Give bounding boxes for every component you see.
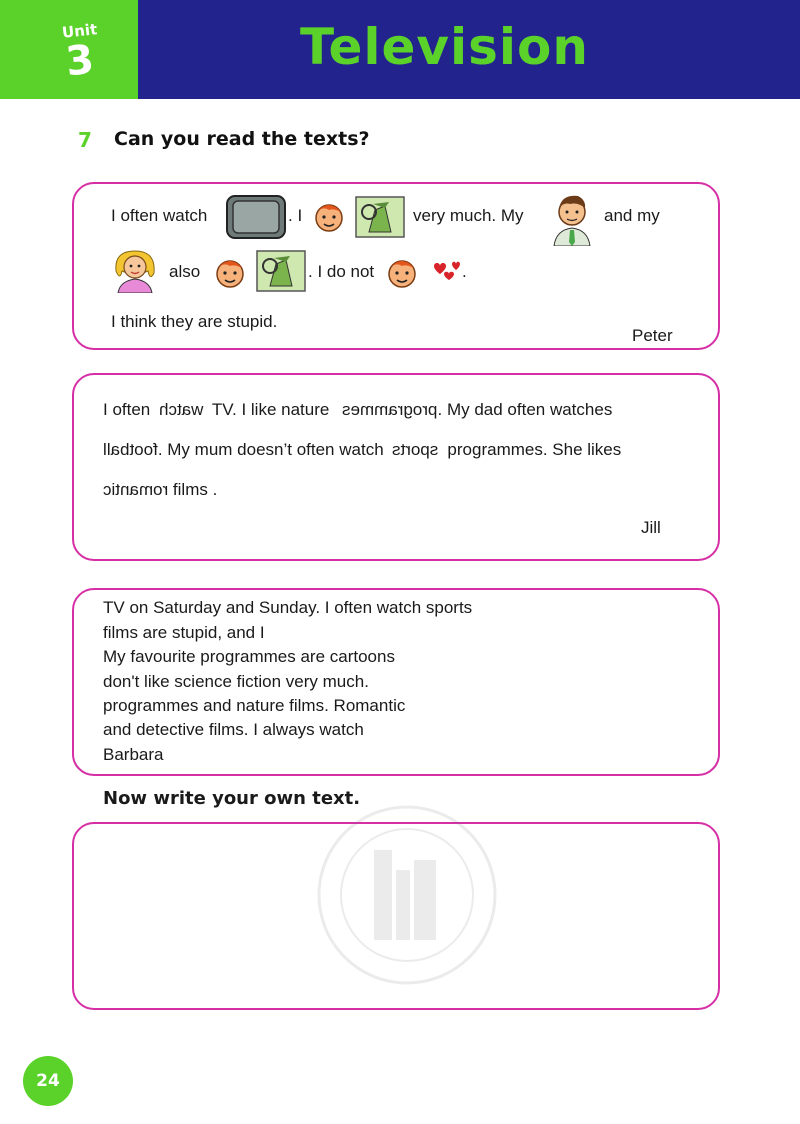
- peter-text: very much. My: [413, 206, 524, 225]
- peter-text: . I do not: [308, 262, 375, 281]
- jill-text: programmes. She likes: [447, 440, 622, 459]
- detective-film-icon: [256, 250, 306, 292]
- tv-icon: [226, 195, 286, 239]
- peter-text: and my: [604, 206, 660, 225]
- unit-box: [0, 0, 138, 99]
- detective-film-icon: [355, 196, 405, 238]
- peter-text: .: [462, 262, 467, 281]
- dad-icon: [548, 190, 596, 246]
- barbara-line: don't like science fiction very much.: [103, 672, 369, 691]
- hearts-icon: [428, 258, 464, 284]
- jill-mirrored-word: romantic: [103, 480, 169, 499]
- mum-icon: [110, 247, 160, 293]
- jill-text: . My dad often watches: [437, 400, 613, 419]
- peter-text: I think they are stupid.: [111, 312, 278, 331]
- barbara-signature: Barbara: [103, 745, 164, 764]
- jill-line-1: [103, 400, 612, 420]
- publisher-watermark: [312, 800, 502, 990]
- unit-label: Unit: [61, 20, 99, 42]
- barbara-line: and detective films. I always watch: [103, 720, 364, 739]
- exercise-number: 7: [78, 128, 92, 152]
- jill-text: films .: [172, 480, 218, 499]
- jill-mirrored-word: programmes: [342, 400, 438, 419]
- peter-text: . I: [288, 206, 303, 225]
- jill-signature: Jill: [641, 518, 661, 537]
- unit-number: 3: [63, 36, 97, 86]
- barbara-line: TV on Saturday and Sunday. I often watch sports: [103, 598, 473, 617]
- jill-line-3: [103, 480, 217, 500]
- write-prompt: Now write your own text.: [103, 788, 361, 809]
- boy-face-icon: [386, 256, 418, 290]
- jill-line-2: [103, 440, 621, 460]
- jill-mirrored-word: sports: [392, 440, 439, 459]
- peter-signature: Peter: [632, 326, 673, 345]
- jill-text: I often: [103, 400, 151, 419]
- boy-face-icon: [214, 256, 246, 290]
- barbara-line: My favourite programmes are cartoons: [103, 647, 395, 666]
- jill-mirrored-word: football: [103, 440, 158, 459]
- jill-mirrored-word: watch: [159, 400, 204, 419]
- page-title: Television: [300, 18, 590, 76]
- peter-text: also: [169, 262, 201, 281]
- page-number: 24: [23, 1056, 73, 1106]
- barbara-line: programmes and nature films. Romantic: [103, 696, 406, 715]
- exercise-title: Can you read the texts?: [114, 128, 370, 150]
- jill-text: . My mum doesn’t often watch: [157, 440, 384, 459]
- peter-text: I often watch: [111, 206, 208, 225]
- boy-face-icon: [313, 200, 345, 234]
- barbara-line: films are stupid, and I: [103, 623, 265, 642]
- jill-text: TV. I like nature: [211, 400, 330, 419]
